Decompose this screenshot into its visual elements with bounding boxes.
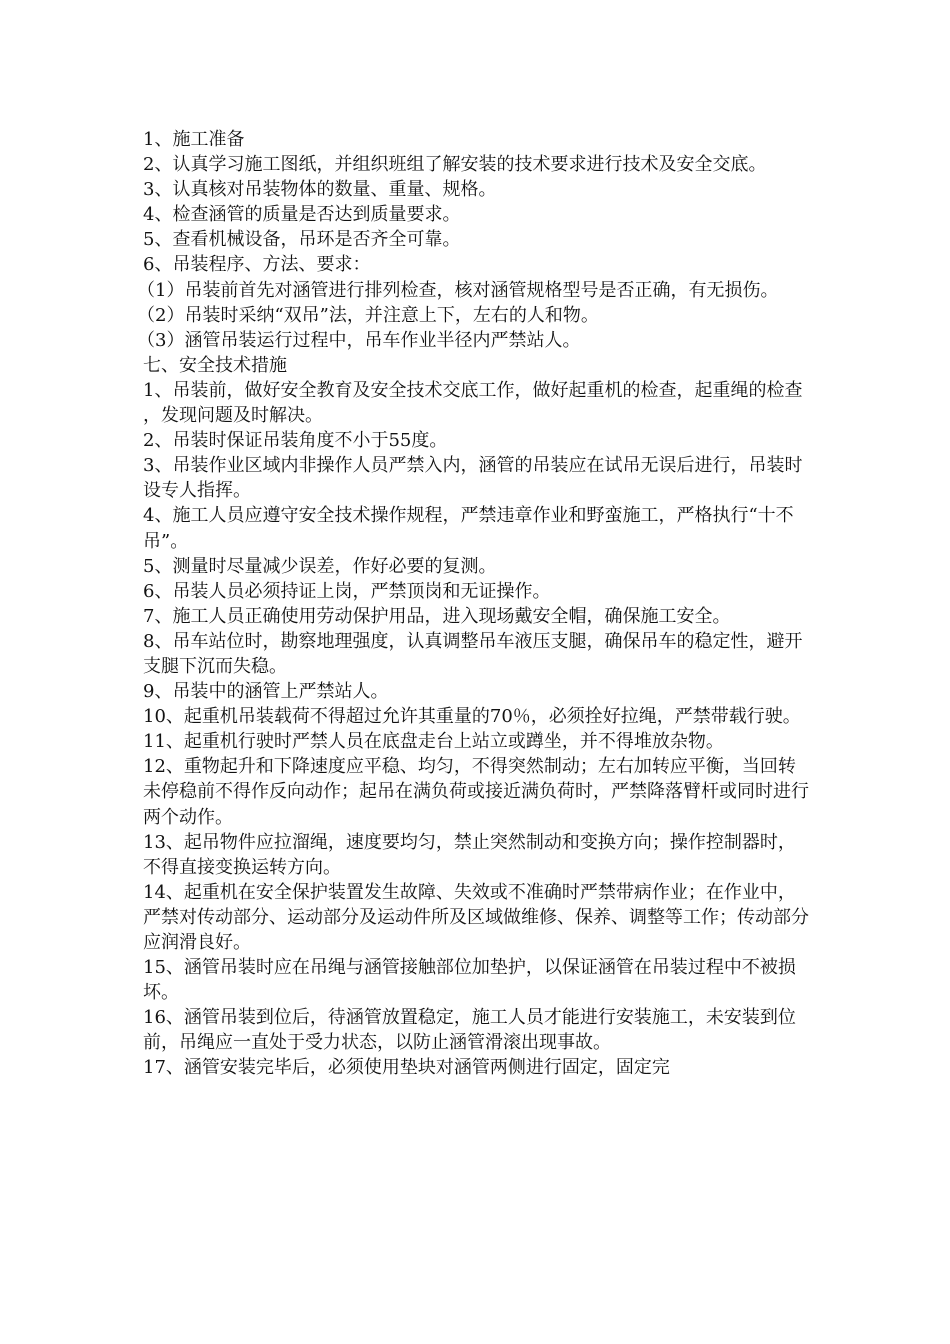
paragraph-safety-17: 17、涵管安装完毕后，必须使用垫块对涵管两侧进行固定，固定完 [143, 1057, 670, 1079]
paragraph-check-pipe-quality: 4、检查涵管的质量是否达到质量要求。 [143, 204, 461, 226]
paragraph-safety-9: 9、吊装中的涵管上严禁站人。 [143, 681, 389, 703]
paragraph-check-equipment: 5、查看机械设备，吊环是否齐全可靠。 [143, 229, 461, 251]
paragraph-construction-prep: 1、施工准备 [143, 129, 245, 150]
paragraph-sub-2: （2）吊装时采纳“双吊”法，并注意上下，左右的人和物。 [137, 304, 599, 326]
paragraph-sub-1: （1）吊装前首先对涵管进行排列检查，核对涵管规格型号是否正确，有无损伤。 [137, 279, 779, 301]
paragraph-safety-13: 13、起吊物件应拉溜绳，速度要均匀，禁止突然制动和变换方向；操作控制器时，不得直接变换运转方向。 [143, 831, 796, 878]
paragraph-safety-16: 16、涵管吊装到位后，待涵管放置稳定，施工人员才能进行安装施工，未安装到位前，吊绳应一直处于受力状态，以防止涵管滑滚出现事故。 [143, 1007, 796, 1054]
paragraph-safety-11: 11、起重机行驶时严禁人员在底盘走台上站立或蹲坐，并不得堆放杂物。 [143, 731, 724, 753]
paragraph-safety-7: 7、施工人员正确使用劳动保护用品，进入现场戴安全帽，确保施工安全。 [143, 605, 731, 627]
paragraph-sub-3: （3）涵管吊装运行过程中，吊车作业半径内严禁站人。 [137, 329, 581, 351]
paragraph-safety-10: 10、起重机吊装载荷不得超过允许其重量的70％，必须拴好拉绳，严禁带载行驶。 [143, 706, 801, 728]
paragraph-lifting-procedure: 6、吊装程序、方法、要求： [143, 254, 371, 276]
paragraph-safety-15: 15、涵管吊装时应在吊绳与涵管接触部位加垫护，以保证涵管在吊装过程中不被损坏。 [143, 957, 796, 1004]
paragraph-safety-6: 6、吊装人员必须持证上岗，严禁顶岗和无证操作。 [143, 580, 551, 602]
paragraph-safety-3: 3、吊装作业区域内非操作人员严禁入内，涵管的吊装应在试吊无误后进行，吊装时设专人指挥。 [143, 455, 803, 502]
paragraph-safety-8: 8、吊车站位时，勘察地理强度，认真调整吊车液压支腿，确保吊车的稳定性，避开支腿下沉而失稳。 [143, 630, 803, 677]
paragraph-verify-objects: 3、认真核对吊装物体的数量、重量、规格。 [143, 179, 497, 201]
paragraph-study-drawings: 2、认真学习施工图纸，并组织班组了解安装的技术要求进行技术及安全交底。 [143, 154, 767, 176]
document-body [137, 127, 811, 1081]
paragraph-safety-12: 12、重物起升和下降速度应平稳、均匀，不得突然制动；左右加转应平衡，当回转未停稳前不得作反向动作；起吊在满负荷或接近满负荷时，严禁降落臂杆或同时进行两个动作。 [143, 756, 809, 828]
paragraph-safety-1: 1、吊装前，做好安全教育及安全技术交底工作，做好起重机的检查，起重绳的检查，发现问题及时解决。 [143, 379, 803, 427]
paragraph-safety-5: 5、测量时尽量减少误差，作好必要的复测。 [143, 555, 497, 577]
paragraph-safety-4: 4、施工人员应遵守安全技术操作规程，严禁违章作业和野蛮施工，严格执行“十不吊”。 [143, 505, 794, 552]
section-heading-safety: 七、安全技术措施 [143, 354, 287, 376]
paragraph-safety-14: 14、起重机在安全保护装置发生故障、失效或不准确时严禁带病作业；在作业中，严禁对传动部分、运动部分及运动件所及区域做维修、保养、调整等工作；传动部分应润滑良好。 [143, 881, 809, 953]
paragraph-safety-2: 2、吊装时保证吊装角度不小于55度。 [143, 430, 448, 452]
